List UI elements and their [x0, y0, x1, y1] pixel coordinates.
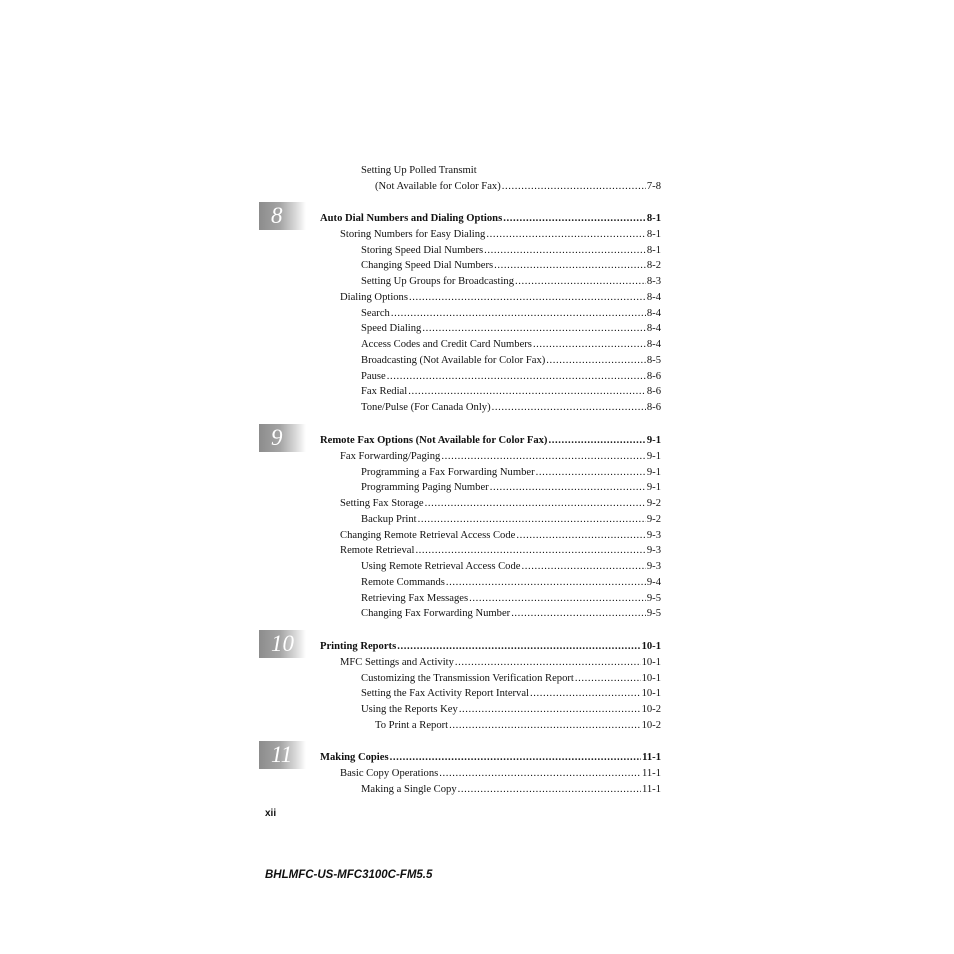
dot-leader — [425, 497, 646, 510]
toc-entry-page: 10-1 — [641, 688, 661, 700]
toc-entry-title: Changing Speed Dial Numbers — [361, 260, 494, 272]
dot-leader — [515, 275, 646, 288]
dot-leader — [533, 338, 646, 351]
toc-entry-title: (Not Available for Color Fax) — [375, 181, 501, 192]
toc-entry — [340, 529, 661, 542]
toc-entry — [361, 687, 661, 700]
toc-entry-page: 8-1 — [646, 244, 661, 256]
toc-entry-page: 9-1 — [646, 450, 661, 462]
chapter-tab-10 — [259, 630, 306, 658]
toc-entry-page: 8-1 — [646, 228, 661, 240]
page-folio: xii — [265, 808, 277, 819]
chapter-tab-9 — [259, 424, 306, 452]
toc-entry-title: Auto Dial Numbers and Dialing Options — [320, 213, 503, 224]
toc-entry-page: 9-5 — [646, 592, 661, 604]
toc-entry-page: 9-3 — [646, 561, 661, 572]
chapter-number: 10 — [271, 631, 294, 656]
toc-entry-page: 10-2 — [641, 704, 661, 715]
toc-entry-page: 8-4 — [646, 307, 661, 319]
toc-chapter-heading — [320, 751, 661, 764]
dot-leader — [415, 544, 645, 557]
toc-entry — [361, 244, 661, 257]
toc-entry-page: 8-4 — [646, 323, 661, 335]
toc-entry-page: 9-5 — [646, 608, 661, 620]
toc-entry-page: 10-1 — [641, 672, 661, 684]
toc-entry-title: To Print a Report — [375, 719, 449, 731]
toc-entry-title: Making Copies — [320, 752, 389, 763]
toc-entry-title: Setting Fax Storage — [340, 498, 424, 509]
toc-entry-page: 9-2 — [646, 498, 661, 509]
dot-leader — [575, 672, 641, 685]
toc-entry — [361, 672, 661, 685]
toc-entry-page: 11-1 — [641, 767, 661, 779]
chapter-number: 11 — [271, 742, 293, 767]
dot-leader — [459, 703, 641, 716]
dot-leader — [502, 180, 646, 193]
dot-leader — [387, 370, 646, 383]
dot-leader — [391, 307, 646, 320]
toc-entry — [340, 544, 661, 557]
dot-leader — [548, 434, 645, 447]
document-id: BHLMFC-US-MFC3100C-FM5.5 — [265, 869, 433, 881]
dot-leader — [494, 259, 646, 272]
toc-entry-page: 8-6 — [646, 402, 661, 413]
dot-leader — [546, 354, 646, 367]
dot-leader — [446, 576, 646, 589]
toc-entry-page: 9-3 — [646, 529, 661, 541]
toc-entry-title: Changing Fax Forwarding Number — [361, 608, 511, 620]
dot-leader — [409, 291, 646, 304]
toc-entry — [361, 338, 661, 351]
toc-entry-polled-transmit-cont — [375, 180, 661, 193]
toc-entry-title: Remote Retrieval — [340, 545, 415, 557]
toc-entry — [361, 275, 661, 288]
dot-leader — [455, 656, 641, 669]
toc-entry-page: 7-8 — [646, 181, 661, 192]
toc-entry-title: Making a Single Copy — [361, 783, 457, 795]
chapter-tab-8 — [259, 202, 306, 230]
toc-entry-page: 8-6 — [646, 386, 661, 398]
toc-entry — [361, 576, 661, 589]
toc-entry — [361, 385, 661, 398]
dot-leader — [516, 529, 646, 542]
toc-entry-page: 10-1 — [641, 641, 661, 652]
toc-entry-title: Search — [361, 307, 390, 319]
toc-entry — [361, 513, 661, 526]
toc-entry — [340, 767, 661, 780]
chapter-number: 8 — [271, 203, 283, 228]
toc-entry — [361, 481, 661, 494]
dot-leader — [458, 783, 641, 796]
toc-entry-page: 9-3 — [646, 545, 661, 557]
dot-leader — [408, 385, 646, 398]
dot-leader — [418, 513, 646, 526]
toc-entry — [361, 703, 661, 716]
toc-entry-title: Fax Forwarding/Paging — [340, 450, 441, 462]
toc-entry — [361, 592, 661, 605]
toc-entry — [361, 401, 661, 414]
toc-chapter-heading — [320, 640, 661, 653]
toc-entry-page: 9-1 — [646, 466, 661, 478]
toc-entry — [361, 259, 661, 272]
dot-leader — [397, 640, 640, 653]
toc-entry-title: Remote Fax Options (Not Available for Color Fax) — [320, 435, 548, 446]
toc-entry-polled-transmit: Setting Up Polled Transmit — [361, 165, 477, 176]
dot-leader — [449, 719, 640, 732]
toc-entry — [340, 497, 661, 510]
toc-entry — [361, 322, 661, 335]
toc-entry-page: 9-1 — [646, 482, 661, 494]
toc-entry-title: Backup Print — [361, 513, 417, 525]
toc-entry-title: Customizing the Transmission Verification Report — [361, 672, 574, 684]
toc-entry — [361, 607, 661, 620]
toc-entry-title: Setting Up Groups for Broadcasting — [361, 276, 514, 287]
toc-entry — [361, 307, 661, 320]
toc-entry-page: 8-5 — [646, 354, 661, 366]
toc-entry-title: Remote Commands — [361, 576, 445, 588]
dot-leader — [486, 228, 646, 241]
dot-leader — [422, 322, 646, 335]
dot-leader — [390, 751, 642, 764]
toc-entry-page: 8-4 — [646, 339, 661, 350]
toc-entry-title: Basic Copy Operations — [340, 767, 439, 779]
dot-leader — [484, 244, 646, 257]
toc-entry-title: Storing Numbers for Easy Dialing — [340, 228, 486, 240]
toc-entry-title: Setting the Fax Activity Report Interval — [361, 688, 529, 700]
dot-leader — [441, 450, 646, 463]
toc-entry-page: 9-1 — [646, 435, 661, 446]
toc-entry-title: Broadcasting (Not Available for Color Fax) — [361, 354, 546, 366]
toc-entry — [361, 370, 661, 383]
toc-entry-title: Tone/Pulse (For Canada Only) — [361, 402, 491, 413]
toc-entry-page: 8-6 — [646, 370, 661, 382]
dot-leader — [521, 560, 645, 573]
toc-entry-page: 11-1 — [641, 783, 661, 795]
toc-entry-title: Fax Redial — [361, 386, 408, 398]
toc-entry-page: 9-2 — [646, 513, 661, 525]
toc-entry-title: Using Remote Retrieval Access Code — [361, 561, 521, 572]
dot-leader — [530, 687, 641, 700]
toc-entry-title: Storing Speed Dial Numbers — [361, 244, 484, 256]
toc-entry-page: 9-4 — [646, 576, 661, 588]
toc-entry — [340, 450, 661, 463]
toc-entry-title: Programming Paging Number — [361, 482, 489, 494]
dot-leader — [439, 767, 641, 780]
toc-entry-title: Changing Remote Retrieval Access Code — [340, 529, 516, 541]
toc-entry-title: Programming a Fax Forwarding Number — [361, 466, 535, 478]
toc-entry-title: MFC Settings and Activity — [340, 656, 454, 668]
toc-entry — [361, 354, 661, 367]
toc-entry-page: 10-1 — [641, 656, 661, 668]
dot-leader — [490, 481, 646, 494]
toc-entry-page: 8-2 — [646, 260, 661, 272]
toc-entry-page: 8-1 — [646, 213, 661, 224]
dot-leader — [503, 212, 646, 225]
toc-entry-title: Printing Reports — [320, 641, 397, 652]
dot-leader — [492, 401, 646, 414]
toc-entry-title: Using the Reports Key — [361, 704, 458, 715]
toc-chapter-heading — [320, 212, 661, 225]
toc-entry-page: 11-1 — [642, 752, 661, 763]
toc-entry — [361, 560, 661, 573]
toc-entry — [375, 719, 661, 732]
toc-entry — [340, 228, 661, 241]
toc-entry-page: 8-4 — [646, 291, 661, 303]
toc-entry — [340, 656, 661, 669]
toc-entry-title: Speed Dialing — [361, 323, 422, 335]
toc-entry-title: Retrieving Fax Messages — [361, 592, 469, 604]
toc-entry-page: 10-2 — [641, 719, 661, 731]
toc-entry — [340, 291, 661, 304]
toc-entry-title: Dialing Options — [340, 291, 408, 303]
toc-entry — [361, 783, 661, 796]
toc-entry — [361, 466, 661, 479]
toc-entry-title: Access Codes and Credit Card Numbers — [361, 339, 532, 350]
chapter-tab-11 — [259, 741, 306, 769]
dot-leader — [511, 607, 646, 620]
dot-leader — [469, 592, 646, 605]
toc-chapter-heading — [320, 434, 661, 447]
dot-leader — [536, 466, 646, 479]
toc-entry-page: 8-3 — [646, 276, 661, 287]
chapter-number: 9 — [271, 425, 283, 450]
toc-entry-title: Pause — [361, 370, 386, 382]
